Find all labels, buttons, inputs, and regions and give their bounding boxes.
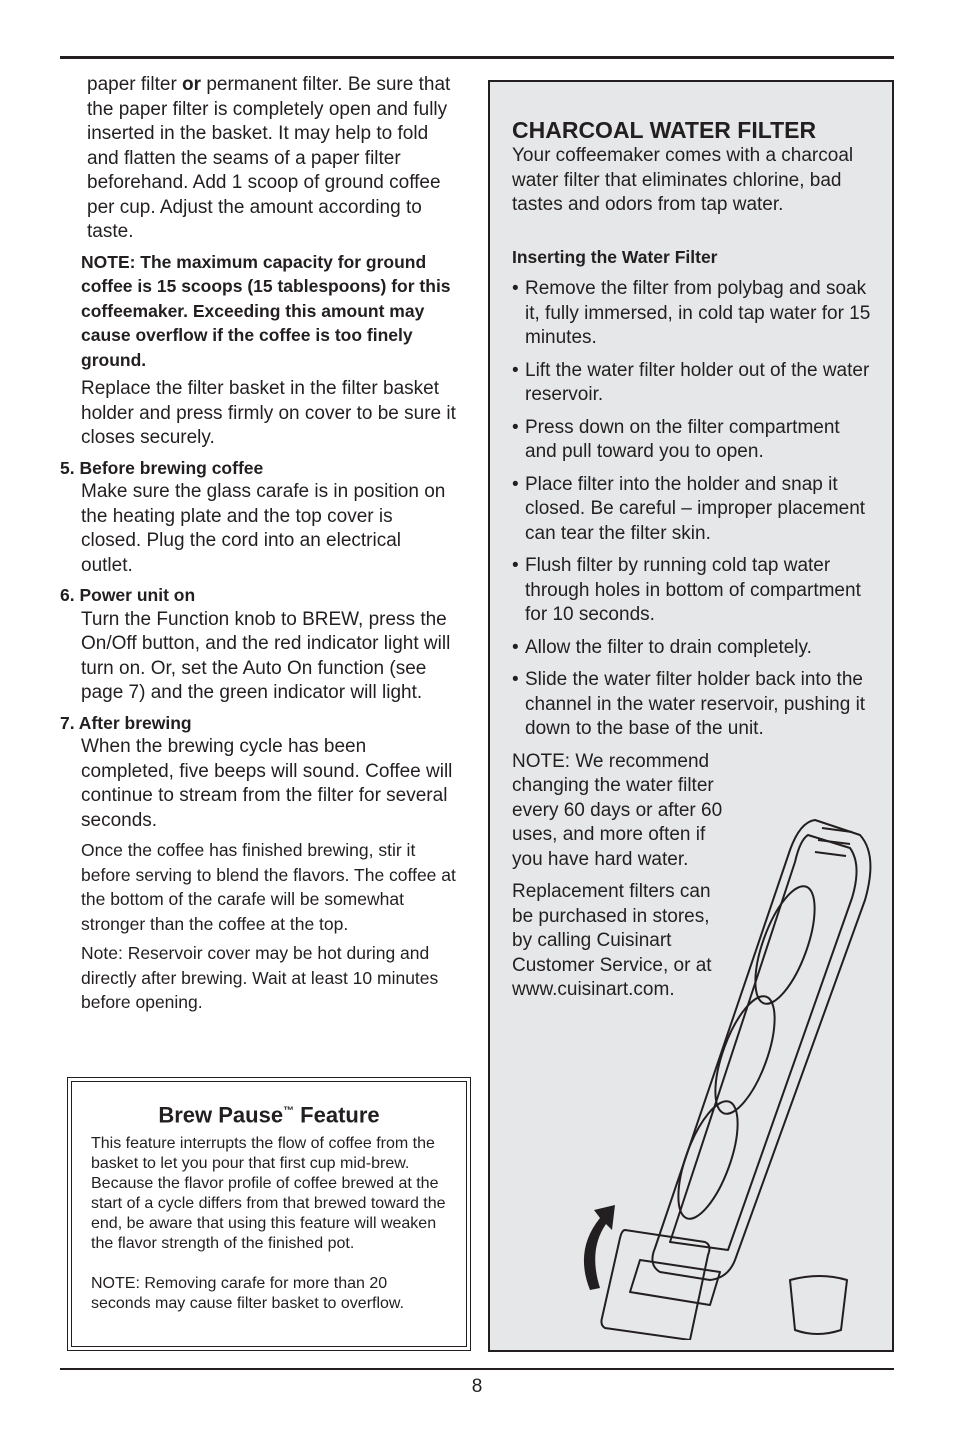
bullet-dot: • <box>512 636 519 658</box>
brew-pause-title <box>72 1098 466 1128</box>
brew-pause-title-text: Brew Pause <box>158 1102 284 1128</box>
filter-grip-lines <box>815 828 852 856</box>
list-item <box>512 359 872 408</box>
brew-pause-title-suffix: Feature <box>294 1102 380 1128</box>
list-item-text: Place filter into the holder and snap it closed. Be careful – improper placement can tear the filter skin. <box>525 473 866 544</box>
left-column <box>60 73 456 1015</box>
step-5-body: Make sure the glass carafe is in position on the heating plate and the top cover is closed. Plug the cord into an electrical outlet. <box>81 481 446 576</box>
list-item <box>512 416 872 465</box>
inserting-filter-subtitle: Inserting the Water Filter <box>512 246 718 267</box>
filter-holder-outline <box>652 820 870 1280</box>
charcoal-intro: Your coffeemaker comes with a charcoal water filter that eliminates chlorine, bad tastes and odors from tap water. <box>512 145 854 215</box>
step-7-body: When the brewing cycle has been completed, five beeps will sound. Coffee will continue to stream from the filter for several seconds. <box>81 736 453 831</box>
list-item <box>512 636 872 661</box>
bullet-dot: • <box>512 359 519 381</box>
continuation-bold-or: or <box>182 74 202 95</box>
charcoal-filter-cartridge <box>790 1276 847 1334</box>
bullet-dot: • <box>512 555 519 576</box>
step-5 <box>60 456 456 579</box>
step-6 <box>60 583 456 706</box>
list-item <box>512 668 872 742</box>
bullet-dot: • <box>512 278 519 299</box>
replace-basket-text: Replace the filter basket in the filter basket holder and press firmly on cover to be sure it closes securely. <box>81 378 456 448</box>
charcoal-title: CHARCOAL WATER FILTER <box>512 117 817 143</box>
filter-hole-middle <box>703 989 787 1121</box>
continuation-paragraph <box>87 73 456 245</box>
list-item <box>512 473 872 547</box>
continuation-text-a: paper filter <box>87 74 183 95</box>
brew-pause-box <box>67 1077 471 1351</box>
step-7 <box>60 711 456 834</box>
top-rule <box>60 56 894 59</box>
list-item-text: Remove the filter from polybag and soak it, fully immersed, in cold tap water for 15 minutes. <box>525 278 871 348</box>
list-item <box>512 277 872 351</box>
list-item-text: Flush filter by running cold tap water through holes in bottom of compartment for 10 seconds. <box>525 555 861 625</box>
stir-note: Once the coffee has finished brewing, stir it before serving to blend the flavors. The coffee at the bottom of the carafe will be somewhat stronger than the coffee at the top. <box>81 840 456 934</box>
bullet-dot: • <box>512 416 519 438</box>
filter-hole-bottom <box>666 1094 750 1226</box>
bullet-dot: • <box>512 669 519 690</box>
charcoal-filter-box <box>488 80 894 1352</box>
brew-pause-note: NOTE: Removing carafe for more than 20 seconds may cause filter basket to overflow. <box>91 1275 405 1313</box>
capacity-note: NOTE: The maximum capacity for ground coffee is 15 scoops (15 tablespoons) for this coffeemaker. Exceeding this amount may cause overflow if the coffee is too finely ground. <box>81 251 451 370</box>
inserting-steps-list <box>512 277 872 742</box>
list-item <box>512 554 872 628</box>
list-item-text: Slide the water filter holder back into the channel in the water reservoir, pushing it down to the base of the unit. <box>525 669 866 739</box>
filter-hole-top <box>743 879 827 1011</box>
filter-holder-inner <box>670 835 857 1250</box>
step-6-title: 6. Power unit on <box>60 585 196 605</box>
filter-change-note: NOTE: We recommend changing the water filter every 60 days or after 60 uses, and more often if you have hard water. <box>512 750 723 870</box>
step-6-body: Turn the Function knob to BREW, press the On/Off button, and the red indicator light will turn on. Or, set the Auto On function (see page 7) and the green indicator will light. <box>81 608 451 703</box>
bullet-dot: • <box>512 473 519 495</box>
water-filter-holder-illustration <box>560 810 880 1340</box>
continuation-text-b: permanent filter. Be sure that the paper filter is completely open and fully inserted in the basket. It may help to fold and flatten the seams of a paper filter beforehand. Add 1 scoop of ground coffee per cup. Adjust the amount according to taste. <box>87 74 451 242</box>
bottom-rule <box>60 1368 894 1370</box>
step-7-title: 7. After brewing <box>60 712 192 733</box>
step-5-title: 5. Before brewing coffee <box>60 457 264 478</box>
list-item-text: Press down on the filter compartment and pull toward you to open. <box>525 416 840 462</box>
brew-pause-body: This feature interrupts the flow of coffee from the basket to let you pour that first cup mid-brew. Because the flavor profile of coffee brewed at the start of a cycle differs from that brewed toward the end, be aware that using this feature will weaken the flavor strength of the finished pot. <box>91 1135 446 1253</box>
list-item-text: Lift the water filter holder out of the water reservoir. <box>525 359 870 405</box>
list-item-text: Allow the filter to drain completely. <box>525 636 812 658</box>
page-number: 8 <box>471 1376 483 1397</box>
replacement-filters-text: Replacement filters can be purchased in stores, by calling Cuisinart Customer Service, or at www.cuisinart.com. <box>512 881 712 1000</box>
reservoir-note: Note: Reservoir cover may be hot during and directly after brewing. Wait at least 10 minutes before opening. <box>81 943 439 1012</box>
brew-pause-inner-border <box>71 1081 467 1347</box>
trademark-mark: ™ <box>283 1105 295 1117</box>
